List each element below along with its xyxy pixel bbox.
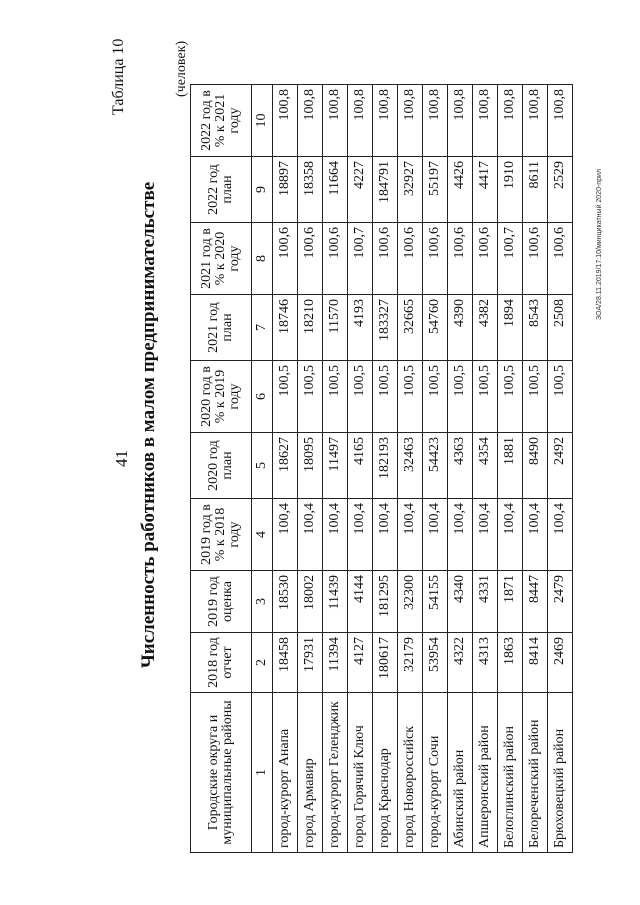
row-name-cell: Брюховецкий район <box>548 693 573 853</box>
value-cell: 100,4 <box>323 499 348 571</box>
value-cell: 2479 <box>548 571 573 633</box>
column-number: 10 <box>252 85 273 157</box>
value-cell: 100,4 <box>523 499 548 571</box>
value-cell: 100,4 <box>473 499 498 571</box>
value-cell: 53954 <box>423 633 448 693</box>
value-cell: 100,7 <box>498 223 523 295</box>
value-cell: 100,6 <box>523 223 548 295</box>
column-header: 2019 год оценка <box>191 571 252 633</box>
value-cell: 100,8 <box>473 85 498 157</box>
value-cell: 18897 <box>273 157 298 223</box>
table-row <box>473 85 498 853</box>
column-header: 2021 год в % к 2020 году <box>191 223 252 295</box>
column-header: 2020 год план <box>191 433 252 499</box>
row-name-cell: город-курорт Анапа <box>273 693 298 853</box>
value-cell: 4426 <box>448 157 473 223</box>
value-cell: 100,6 <box>298 223 323 295</box>
value-cell: 18358 <box>298 157 323 223</box>
value-cell: 100,4 <box>548 499 573 571</box>
value-cell: 100,8 <box>523 85 548 157</box>
value-cell: 100,4 <box>373 499 398 571</box>
table-row <box>323 85 348 853</box>
value-cell: 4127 <box>348 633 373 693</box>
value-cell: 100,4 <box>423 499 448 571</box>
column-header: 2021 год план <box>191 295 252 361</box>
value-cell: 4165 <box>348 433 373 499</box>
value-cell: 18530 <box>273 571 298 633</box>
table-row <box>348 85 373 853</box>
value-cell: 100,6 <box>473 223 498 295</box>
column-number: 3 <box>252 571 273 633</box>
value-cell: 4331 <box>473 571 498 633</box>
value-cell: 100,5 <box>498 361 523 433</box>
value-cell: 17931 <box>298 633 323 693</box>
row-name-cell: Белореченский район <box>523 693 548 853</box>
value-cell: 8447 <box>523 571 548 633</box>
page-number: 41 <box>112 450 131 467</box>
value-cell: 100,5 <box>373 361 398 433</box>
row-name-cell: Белоглинский район <box>498 693 523 853</box>
value-cell: 100,5 <box>298 361 323 433</box>
column-header: 2019 год в % к 2018 году <box>191 499 252 571</box>
value-cell: 8490 <box>523 433 548 499</box>
column-number: 6 <box>252 361 273 433</box>
value-cell: 1871 <box>498 571 523 633</box>
column-header: 2018 год отчет <box>191 633 252 693</box>
row-name-cell: город-курорт Сочи <box>423 693 448 853</box>
value-cell: 4363 <box>448 433 473 499</box>
value-cell: 18095 <box>298 433 323 499</box>
value-cell: 11664 <box>323 157 348 223</box>
table-title: Численность работников в малом предпринимательстве <box>138 181 159 669</box>
row-name-cell: город Новороссийск <box>398 693 423 853</box>
table-row <box>298 85 323 853</box>
column-header: 2022 год план <box>191 157 252 223</box>
value-cell: 100,5 <box>423 361 448 433</box>
column-header: 2020 год в % к 2019 году <box>191 361 252 433</box>
value-cell: 100,8 <box>548 85 573 157</box>
value-cell: 100,5 <box>473 361 498 433</box>
value-cell: 54155 <box>423 571 448 633</box>
value-cell: 4354 <box>473 433 498 499</box>
value-cell: 100,8 <box>273 85 298 157</box>
table-row <box>398 85 423 853</box>
value-cell: 2529 <box>548 157 573 223</box>
value-cell: 100,5 <box>273 361 298 433</box>
table-row <box>523 85 548 853</box>
row-name-cell: город Армавир <box>298 693 323 853</box>
value-cell: 100,6 <box>373 223 398 295</box>
value-cell: 55197 <box>423 157 448 223</box>
value-cell: 4193 <box>348 295 373 361</box>
value-cell: 100,4 <box>398 499 423 571</box>
column-number: 4 <box>252 499 273 571</box>
value-cell: 8611 <box>523 157 548 223</box>
value-cell: 100,7 <box>348 223 373 295</box>
value-cell: 11394 <box>323 633 348 693</box>
value-cell: 100,8 <box>498 85 523 157</box>
value-cell: 100,5 <box>348 361 373 433</box>
value-cell: 54423 <box>423 433 448 499</box>
value-cell: 4340 <box>448 571 473 633</box>
value-cell: 8543 <box>523 295 548 361</box>
value-cell: 181295 <box>373 571 398 633</box>
value-cell: 180617 <box>373 633 398 693</box>
value-cell: 8414 <box>523 633 548 693</box>
value-cell: 4417 <box>473 157 498 223</box>
row-name-cell: город Горячий Ключ <box>348 693 373 853</box>
value-cell: 100,8 <box>398 85 423 157</box>
value-cell: 182193 <box>373 433 398 499</box>
value-cell: 18458 <box>273 633 298 693</box>
table-row <box>448 85 473 853</box>
table-row <box>273 85 298 853</box>
value-cell: 100,5 <box>523 361 548 433</box>
value-cell: 100,8 <box>323 85 348 157</box>
value-cell: 100,8 <box>348 85 373 157</box>
value-cell: 4227 <box>348 157 373 223</box>
value-cell: 11439 <box>323 571 348 633</box>
table-row <box>423 85 448 853</box>
value-cell: 100,6 <box>448 223 473 295</box>
header-row <box>191 85 252 853</box>
value-cell: 18627 <box>273 433 298 499</box>
value-cell: 18210 <box>298 295 323 361</box>
data-table <box>190 84 573 853</box>
column-number-row <box>252 85 273 853</box>
value-cell: 1910 <box>498 157 523 223</box>
row-name-cell: Апшеронский район <box>473 693 498 853</box>
table-row <box>373 85 398 853</box>
value-cell: 4313 <box>473 633 498 693</box>
unit-label: (человек) <box>174 40 189 97</box>
value-cell: 100,6 <box>548 223 573 295</box>
value-cell: 100,6 <box>398 223 423 295</box>
value-cell: 100,5 <box>398 361 423 433</box>
value-cell: 32463 <box>398 433 423 499</box>
value-cell: 11570 <box>323 295 348 361</box>
value-cell: 100,8 <box>423 85 448 157</box>
value-cell: 100,4 <box>273 499 298 571</box>
column-number: 2 <box>252 633 273 693</box>
column-number: 8 <box>252 223 273 295</box>
value-cell: 4322 <box>448 633 473 693</box>
value-cell: 2492 <box>548 433 573 499</box>
value-cell: 32927 <box>398 157 423 223</box>
value-cell: 2469 <box>548 633 573 693</box>
value-cell: 100,4 <box>298 499 323 571</box>
value-cell: 1863 <box>498 633 523 693</box>
column-number: 9 <box>252 157 273 223</box>
value-cell: 100,5 <box>548 361 573 433</box>
value-cell: 4382 <box>473 295 498 361</box>
table-row <box>548 85 573 853</box>
value-cell: 100,8 <box>373 85 398 157</box>
value-cell: 2508 <box>548 295 573 361</box>
column-number: 5 <box>252 433 273 499</box>
value-cell: 100,5 <box>323 361 348 433</box>
value-cell: 1881 <box>498 433 523 499</box>
value-cell: 184791 <box>373 157 398 223</box>
value-cell: 100,5 <box>448 361 473 433</box>
table-row <box>498 85 523 853</box>
column-header: Городские округа и муниципальные районы <box>191 693 252 853</box>
value-cell: 32665 <box>398 295 423 361</box>
value-cell: 100,4 <box>498 499 523 571</box>
value-cell: 100,6 <box>423 223 448 295</box>
value-cell: 1894 <box>498 295 523 361</box>
value-cell: 11497 <box>323 433 348 499</box>
value-cell: 54760 <box>423 295 448 361</box>
value-cell: 18002 <box>298 571 323 633</box>
row-name-cell: город-курорт Геленджик <box>323 693 348 853</box>
value-cell: 183327 <box>373 295 398 361</box>
value-cell: 100,8 <box>298 85 323 157</box>
value-cell: 100,6 <box>323 223 348 295</box>
column-header: 2022 год в % к 2021 году <box>191 85 252 157</box>
row-name-cell: город Краснодар <box>373 693 398 853</box>
value-cell: 4144 <box>348 571 373 633</box>
column-number: 7 <box>252 295 273 361</box>
value-cell: 100,4 <box>348 499 373 571</box>
value-cell: 100,6 <box>273 223 298 295</box>
value-cell: 100,4 <box>448 499 473 571</box>
column-number: 1 <box>252 693 273 853</box>
value-cell: 100,8 <box>448 85 473 157</box>
value-cell: 32179 <box>398 633 423 693</box>
value-cell: 18746 <box>273 295 298 361</box>
table-label: Таблица 10 <box>110 38 127 115</box>
row-name-cell: Абинский район <box>448 693 473 853</box>
footer-note: ЗОА/28.11.2019/17:10/минцикатный 2020-прил <box>596 169 603 320</box>
value-cell: 32300 <box>398 571 423 633</box>
value-cell: 4390 <box>448 295 473 361</box>
